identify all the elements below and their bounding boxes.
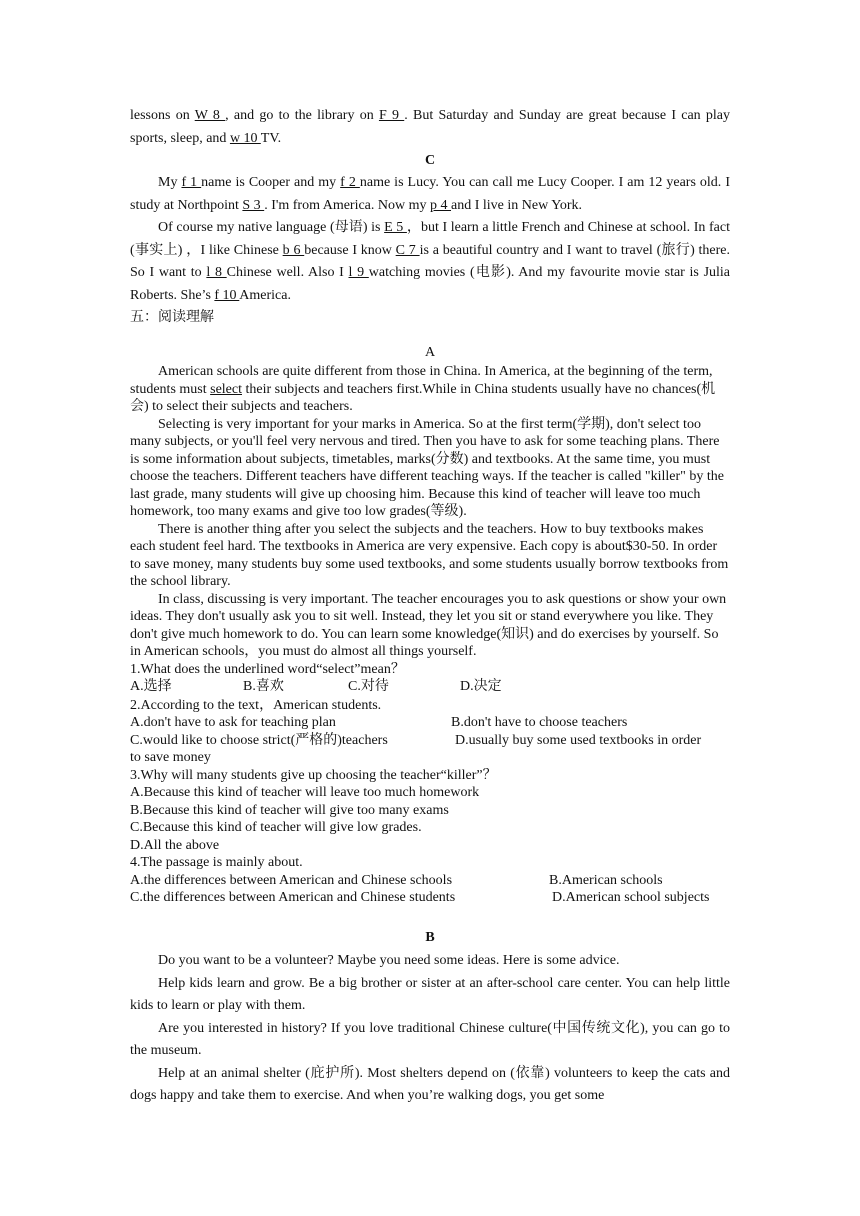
passage-b-paragraph-1: Do you want to be a volunteer? Maybe you need some ideas. Here is some advice. <box>158 953 620 968</box>
option-c: C.对待 <box>348 679 389 694</box>
passage-b-paragraph-3: Are you interested in history? If you love traditional Chinese culture(中国传统文化), you can go to the museum. <box>130 1020 730 1058</box>
q2-option-c: C.would like to choose strict(严格的)teachers <box>130 732 388 748</box>
underlined-select: select <box>210 381 242 397</box>
q4-option-b: B.American schools <box>549 872 663 888</box>
option-a: A.选择 <box>130 679 172 694</box>
passage-a-heading: A <box>424 345 436 360</box>
question-1: 1.What does the underlined word“select”mean？ <box>130 661 405 677</box>
q4-option-a: A.the differences between American and Chinese schools <box>130 872 453 888</box>
passage-a-paragraph-4: In class, discussing is very important. The teacher encourages you to ask questions or show your own ideas. They don't usually ask you to sit well. Instead, they let you sit or stand everywhere you like. They don't give much homework to do. You can learn some knowledge(知识) and do exercises by yourself. So in American schools，you must do almost all things yourself. <box>130 591 727 659</box>
fragment-text: lessons on W 8 , and go to the library on F 9 . But Saturday and Sunday are great because I can play sports, sleep, and w 10 TV. <box>130 108 731 146</box>
passage-fragment <box>130 105 730 150</box>
question-2: 2.According to the text，American students. <box>130 697 382 713</box>
passage-a <box>130 343 730 907</box>
q2-option-d-continued: to save money <box>130 750 211 765</box>
blank-10b: f 10 <box>214 287 240 303</box>
question-4-row-1 <box>130 872 730 890</box>
passage-c-paragraph-2: Of course my native language (母语) is E 5 ，but I learn a little French and Chinese at school. In fact (事实上) ，I like Chinese b 6 because I know C 7 is a beautiful country and I want to travel (旅行) there. So I want to l 8 Chinese well. Also I l 9 watching movies (电影). And my favourite movie star is Julia Roberts. She’s f 10 America. <box>130 220 731 303</box>
q4-option-d: D.American school subjects <box>552 890 710 905</box>
q2-option-b: B.don't have to choose teachers <box>451 715 628 730</box>
passage-c <box>130 150 730 307</box>
q2-option-a: A.don't have to ask for teaching plan <box>130 715 336 730</box>
option-b: B.喜欢 <box>243 679 284 694</box>
q2-option-d: D.usually buy some used textbooks in order <box>455 732 702 748</box>
question-1-options <box>130 678 730 697</box>
q3-option-c: C.Because this kind of teacher will give low grades. <box>130 820 422 835</box>
question-4-row-2 <box>130 889 730 907</box>
q3-option-b: B.Because this kind of teacher will give too many exams <box>130 802 449 818</box>
section-heading: 五：阅读理解 <box>130 310 214 325</box>
blank-5: E 5 <box>384 220 407 235</box>
q3-option-a: A.Because this kind of teacher will leave too much homework <box>130 785 480 800</box>
blank-10: w 10 <box>229 130 261 146</box>
blank-6: b 6 <box>282 242 305 258</box>
passage-b-heading: B <box>425 930 435 945</box>
blank-8b: l 8 <box>206 265 227 280</box>
blank-3: S 3 <box>242 197 265 213</box>
blank-4: p 4 <box>430 197 452 213</box>
question-2-row-2 <box>130 732 730 750</box>
q4-option-c: C.the differences between American and Chinese students <box>130 890 456 905</box>
blank-9: F 9 <box>378 108 405 123</box>
question-3: 3.Why will many students give up choosing the teacher“killer”？ <box>130 767 497 783</box>
blank-1: f 1 <box>181 175 202 190</box>
blank-8: W 8 <box>194 108 226 123</box>
passage-b-paragraph-4: Help at an animal shelter (庇护所). Most shelters depend on (依靠) volunteers to keep the cats and dogs happy and take them to exercise. And when you’re walking dogs, you get some <box>130 1065 730 1103</box>
passage-b-paragraph-2: Help kids learn and grow. Be a big brother or sister at an after-school care center. You can help little kids to learn or play with them. <box>130 975 730 1013</box>
passage-c-paragraph-1: My f 1 name is Cooper and my f 2 name is Lucy. You can call me Lucy Cooper. I am 12 years old. I study at Northpoint S 3 . I'm from America. Now my p 4 and I live in New York. <box>130 175 730 213</box>
question-4: 4.The passage is mainly about. <box>130 855 303 870</box>
passage-c-heading: C <box>424 153 436 168</box>
question-2-row-1 <box>130 714 730 732</box>
blank-9b: l 9 <box>348 265 369 280</box>
option-d: D.决定 <box>460 679 502 694</box>
passage-b <box>130 928 730 1108</box>
q3-option-d: D.All the above <box>130 837 220 853</box>
passage-a-paragraph-1: American schools are quite different from those in China. In America, at the beginning of the term, students must select their subjects and teachers first.While in China students usually have no chances(机会) to select their subjects and teachers. <box>130 364 716 414</box>
blank-7: C 7 <box>395 242 420 258</box>
passage-a-paragraph-3: There is another thing after you select the subjects and the teachers. How to buy textbooks makes each student feel hard. The textbooks in America are very expensive. Each copy is about$30-50. In order to save money, many students buy some used textbooks, and some students usually borrow textbooks from the school library. <box>130 521 729 589</box>
blank-2: f 2 <box>340 175 360 190</box>
passage-a-paragraph-2: Selecting is very important for your marks in America. So at the first term(学期), don't select too many subjects, or you'll feel very nervous and tired. Then you have to ask for some teaching plans. There is some information about subjects, timetables, marks(分数) and textbooks. At the same time, you must choose the teachers. Different teachers have different teaching ways. If the teacher is called "killer" by the last grade, many students will give up choosing him. Because this kind of teacher will leave too much homework, too many exams and give too low grades(等级). <box>130 416 724 519</box>
